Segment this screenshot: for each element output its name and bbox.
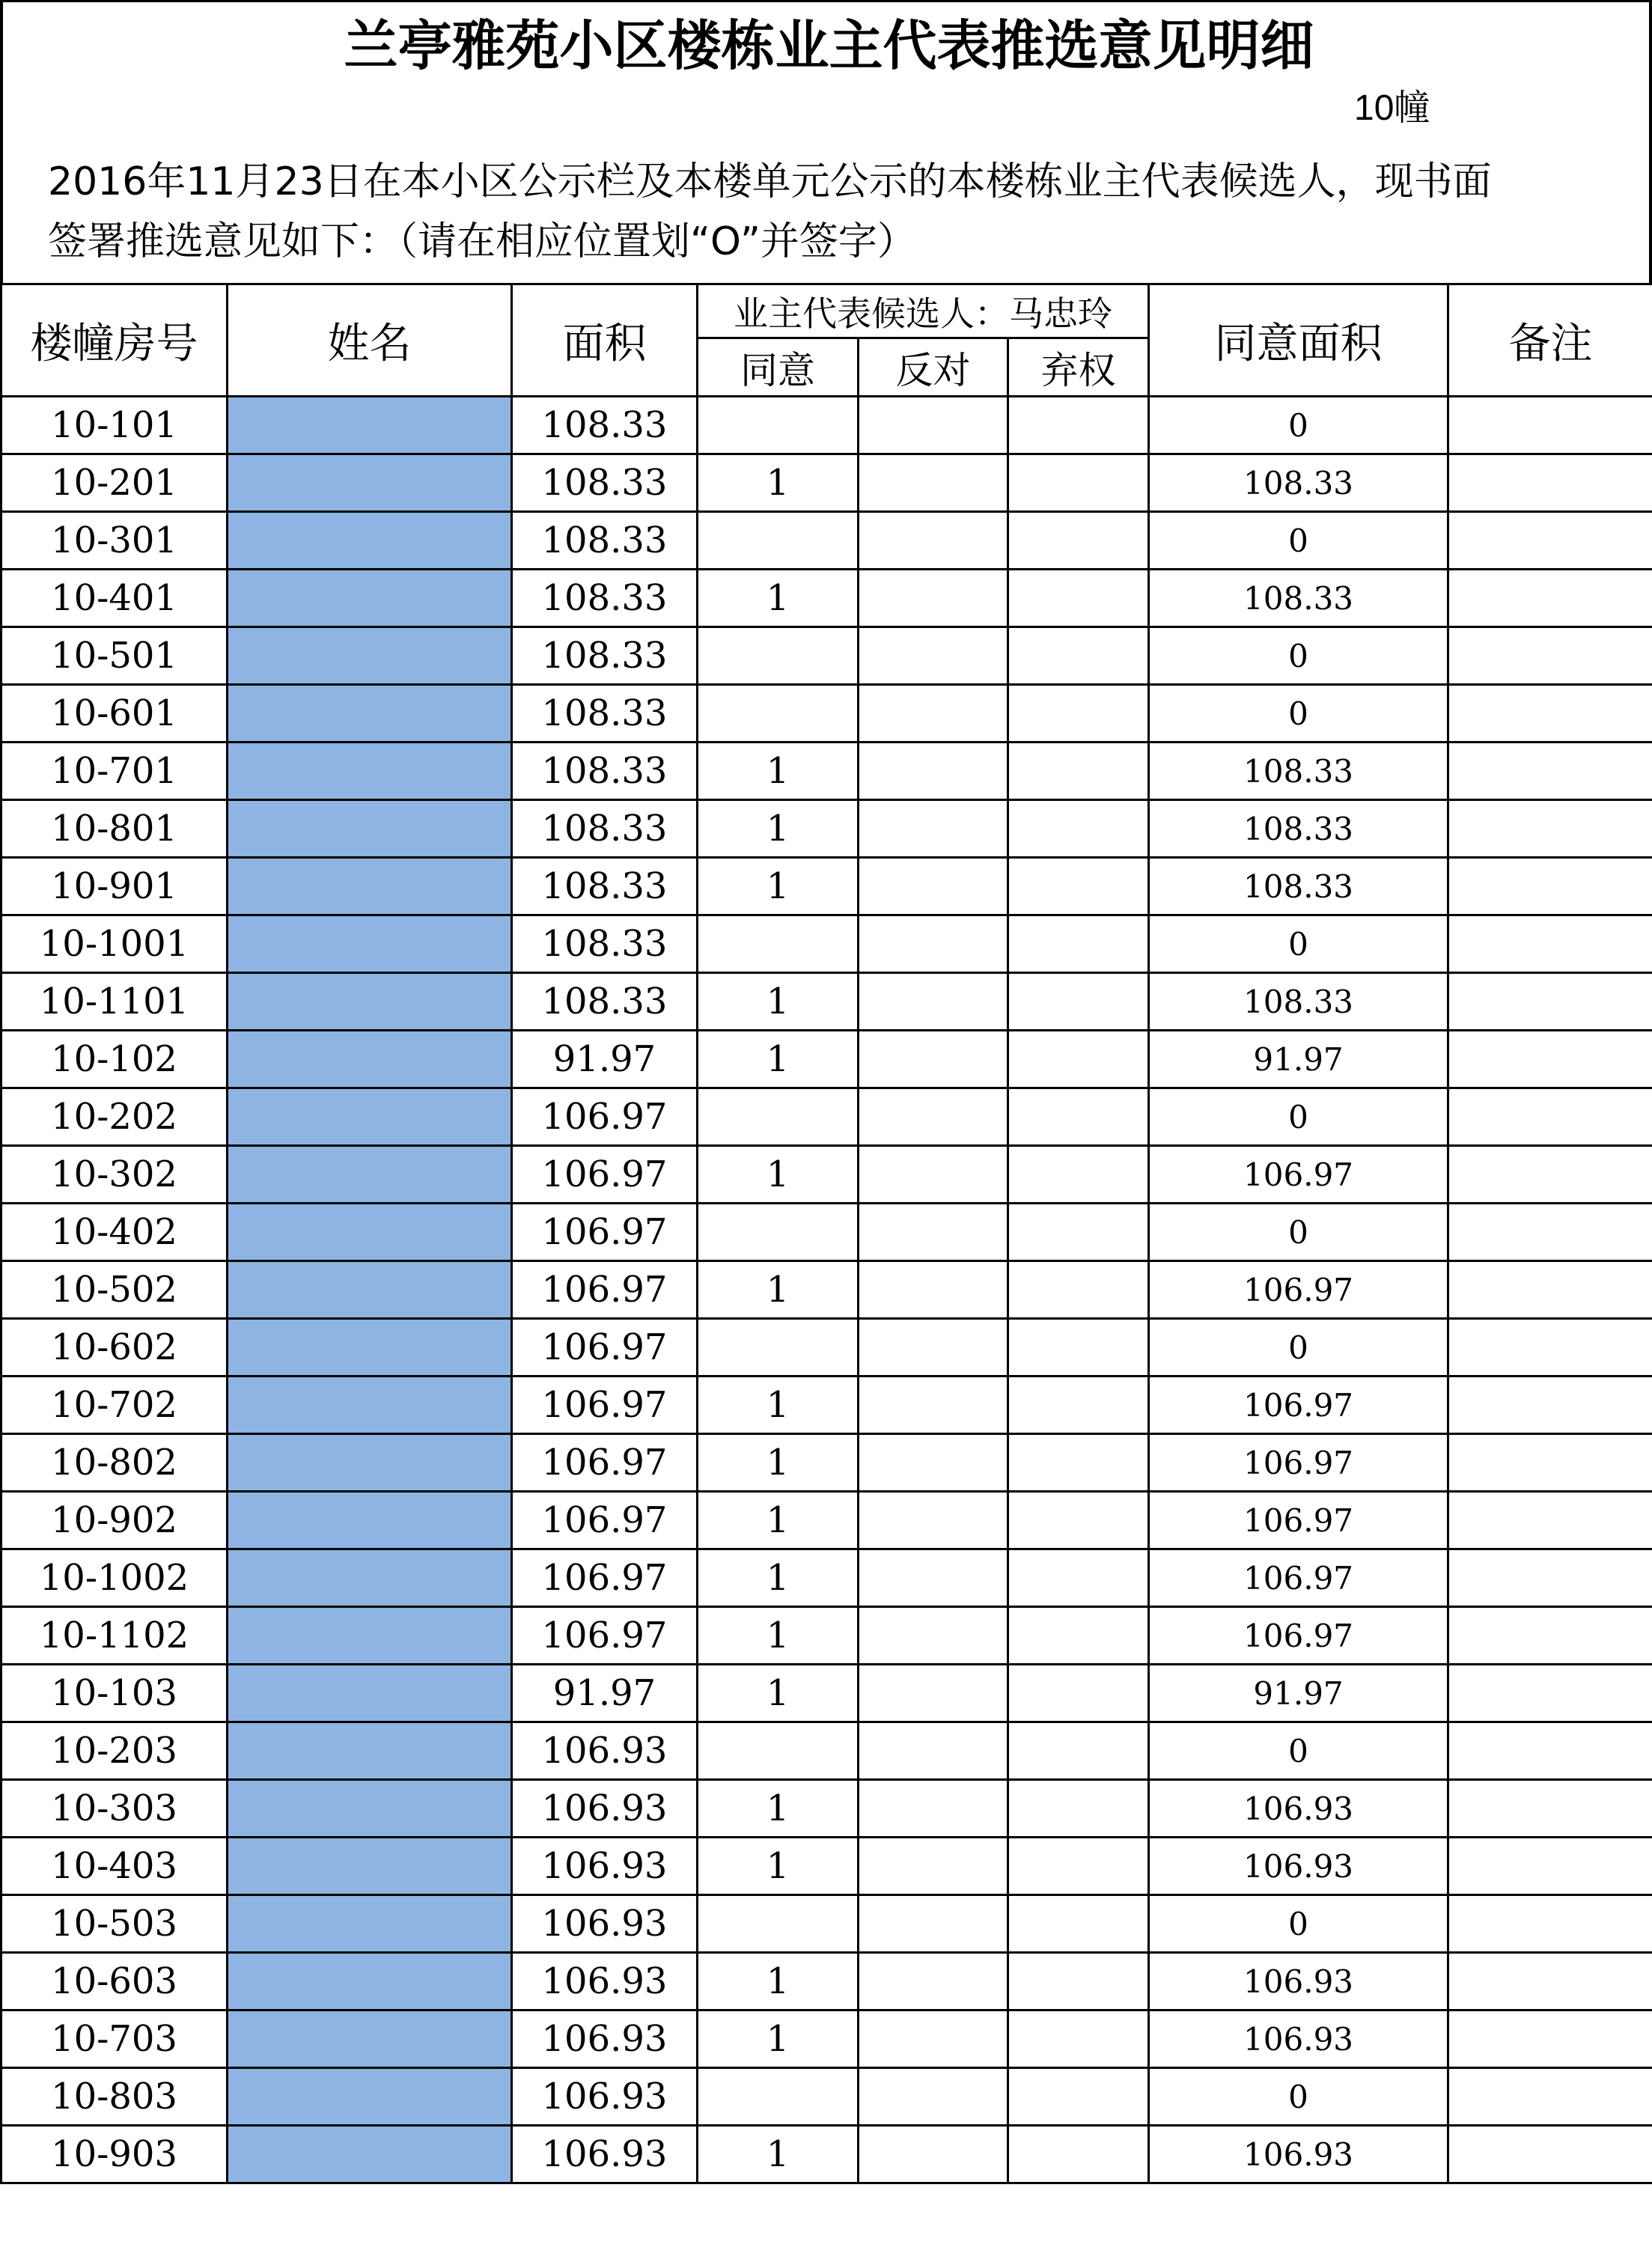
agree-cell	[698, 685, 859, 743]
name-cell	[228, 1088, 512, 1146]
name-cell	[228, 570, 512, 627]
name-cell	[228, 1492, 512, 1549]
oppose-cell	[859, 1319, 1008, 1377]
room-cell: 10-402	[1, 1204, 228, 1261]
area-cell: 106.97	[512, 1088, 698, 1146]
room-cell: 10-502	[1, 1261, 228, 1319]
name-cell	[228, 1146, 512, 1204]
agree-cell	[698, 627, 859, 685]
abstain-cell	[1008, 1780, 1149, 1838]
agree-area-cell: 0	[1149, 1895, 1448, 1953]
remark-cell	[1448, 2068, 1652, 2126]
table-row	[1, 1953, 1652, 2010]
area-cell: 106.97	[512, 1261, 698, 1319]
header-oppose: 反对	[859, 338, 1008, 397]
table-row	[1, 512, 1652, 570]
room-cell: 10-602	[1, 1319, 228, 1377]
abstain-cell	[1008, 915, 1149, 973]
agree-area-cell: 106.97	[1149, 1261, 1448, 1319]
room-cell: 10-901	[1, 858, 228, 915]
remark-cell	[1448, 858, 1652, 915]
table-row	[1, 973, 1652, 1031]
room-cell: 10-803	[1, 2068, 228, 2126]
agree-cell: 1	[698, 1549, 859, 1607]
abstain-cell	[1008, 1088, 1149, 1146]
agree-cell: 1	[698, 1780, 859, 1838]
notice-text	[48, 152, 1650, 272]
agree-area-cell: 106.97	[1149, 1434, 1448, 1492]
abstain-cell	[1008, 1722, 1149, 1780]
room-cell: 10-102	[1, 1031, 228, 1088]
agree-area-cell: 106.97	[1149, 1492, 1448, 1549]
oppose-cell	[859, 915, 1008, 973]
oppose-cell	[859, 973, 1008, 1031]
table-row	[1, 743, 1652, 800]
abstain-cell	[1008, 1031, 1149, 1088]
agree-area-cell: 106.93	[1149, 1838, 1448, 1895]
area-cell: 106.97	[512, 1377, 698, 1434]
table-row	[1, 1204, 1652, 1261]
area-cell: 108.33	[512, 397, 698, 454]
room-cell: 10-301	[1, 512, 228, 570]
oppose-cell	[859, 1434, 1008, 1492]
agree-area-cell: 106.93	[1149, 2126, 1448, 2183]
area-cell: 106.93	[512, 1722, 698, 1780]
abstain-cell	[1008, 973, 1149, 1031]
agree-area-cell: 0	[1149, 1722, 1448, 1780]
abstain-cell	[1008, 1434, 1149, 1492]
agree-area-cell: 106.93	[1149, 1953, 1448, 2010]
room-cell: 10-403	[1, 1838, 228, 1895]
remark-cell	[1448, 1780, 1652, 1838]
name-cell	[228, 2068, 512, 2126]
agree-area-cell: 108.33	[1149, 454, 1448, 512]
agree-area-cell: 0	[1149, 512, 1448, 570]
area-cell: 91.97	[512, 1031, 698, 1088]
name-cell	[228, 1895, 512, 1953]
agree-cell	[698, 1204, 859, 1261]
agree-cell	[698, 1088, 859, 1146]
header-room: 楼幢房号	[1, 284, 228, 397]
room-cell: 10-802	[1, 1434, 228, 1492]
agree-area-cell: 108.33	[1149, 743, 1448, 800]
table-row	[1, 1780, 1652, 1838]
abstain-cell	[1008, 1319, 1149, 1377]
remark-cell	[1448, 2010, 1652, 2068]
abstain-cell	[1008, 1261, 1149, 1319]
remark-cell	[1448, 397, 1652, 454]
room-cell: 10-703	[1, 2010, 228, 2068]
table-row	[1, 1549, 1652, 1607]
remark-cell	[1448, 1088, 1652, 1146]
agree-area-cell: 91.97	[1149, 1031, 1448, 1088]
room-cell: 10-701	[1, 743, 228, 800]
agree-cell: 1	[698, 973, 859, 1031]
header-agree-area: 同意面积	[1149, 284, 1448, 397]
header-remark: 备注	[1448, 284, 1652, 397]
table-row	[1, 454, 1652, 512]
oppose-cell	[859, 2010, 1008, 2068]
remark-cell	[1448, 1031, 1652, 1088]
name-cell	[228, 973, 512, 1031]
oppose-cell	[859, 1492, 1008, 1549]
page-title: 兰亭雅苑小区楼栋业主代表推选意见明细	[344, 14, 1314, 77]
abstain-cell	[1008, 1838, 1149, 1895]
abstain-cell	[1008, 512, 1149, 570]
abstain-cell	[1008, 858, 1149, 915]
agree-area-cell: 106.93	[1149, 2010, 1448, 2068]
table-row	[1, 2126, 1652, 2183]
name-cell	[228, 512, 512, 570]
table-row	[1, 685, 1652, 743]
header-name: 姓名	[228, 284, 512, 397]
room-cell: 10-303	[1, 1780, 228, 1838]
remark-cell	[1448, 2126, 1652, 2183]
agree-area-cell: 108.33	[1149, 570, 1448, 627]
abstain-cell	[1008, 397, 1149, 454]
name-cell	[228, 685, 512, 743]
area-cell: 91.97	[512, 1665, 698, 1722]
oppose-cell	[859, 512, 1008, 570]
oppose-cell	[859, 1665, 1008, 1722]
oppose-cell	[859, 1607, 1008, 1665]
oppose-cell	[859, 1780, 1008, 1838]
area-cell: 106.97	[512, 1492, 698, 1549]
name-cell	[228, 800, 512, 858]
area-cell: 106.93	[512, 2068, 698, 2126]
remark-cell	[1448, 800, 1652, 858]
remark-cell	[1448, 1434, 1652, 1492]
table-row	[1, 800, 1652, 858]
name-cell	[228, 1607, 512, 1665]
agree-area-cell: 0	[1149, 1204, 1448, 1261]
agree-cell: 1	[698, 858, 859, 915]
agree-cell	[698, 2068, 859, 2126]
agree-cell	[698, 1722, 859, 1780]
oppose-cell	[859, 1549, 1008, 1607]
remark-cell	[1448, 1492, 1652, 1549]
area-cell: 108.33	[512, 743, 698, 800]
agree-cell: 1	[698, 800, 859, 858]
name-cell	[228, 2126, 512, 2183]
room-cell: 10-903	[1, 2126, 228, 2183]
table-row	[1, 1838, 1652, 1895]
table-row	[1, 1088, 1652, 1146]
oppose-cell	[859, 570, 1008, 627]
header-agree: 同意	[698, 338, 859, 397]
room-cell: 10-401	[1, 570, 228, 627]
area-cell: 108.33	[512, 915, 698, 973]
remark-cell	[1448, 1722, 1652, 1780]
area-cell: 106.93	[512, 2010, 698, 2068]
agree-cell: 1	[698, 1434, 859, 1492]
area-cell: 108.33	[512, 973, 698, 1031]
name-cell	[228, 1722, 512, 1780]
agree-cell: 1	[698, 1492, 859, 1549]
agree-cell: 1	[698, 2010, 859, 2068]
area-cell: 108.33	[512, 627, 698, 685]
room-cell: 10-201	[1, 454, 228, 512]
agree-cell: 1	[698, 1146, 859, 1204]
room-cell: 10-801	[1, 800, 228, 858]
area-cell: 106.97	[512, 1549, 698, 1607]
name-cell	[228, 1319, 512, 1377]
area-cell: 106.97	[512, 1607, 698, 1665]
abstain-cell	[1008, 1953, 1149, 2010]
area-cell: 106.93	[512, 1838, 698, 1895]
name-cell	[228, 1204, 512, 1261]
table-row	[1, 1319, 1652, 1377]
room-cell: 10-302	[1, 1146, 228, 1204]
abstain-cell	[1008, 627, 1149, 685]
remark-cell	[1448, 1261, 1652, 1319]
remark-cell	[1448, 1319, 1652, 1377]
oppose-cell	[859, 800, 1008, 858]
agree-cell	[698, 915, 859, 973]
oppose-cell	[859, 1895, 1008, 1953]
remark-cell	[1448, 743, 1652, 800]
agree-area-cell: 0	[1149, 685, 1448, 743]
oppose-cell	[859, 685, 1008, 743]
agree-area-cell: 108.33	[1149, 800, 1448, 858]
abstain-cell	[1008, 1377, 1149, 1434]
table-row	[1, 1492, 1652, 1549]
name-cell	[228, 1377, 512, 1434]
agree-area-cell: 106.93	[1149, 1780, 1448, 1838]
oppose-cell	[859, 1146, 1008, 1204]
oppose-cell	[859, 2126, 1008, 2183]
name-cell	[228, 1665, 512, 1722]
agree-area-cell: 0	[1149, 915, 1448, 973]
room-cell: 10-1101	[1, 973, 228, 1031]
oppose-cell	[859, 858, 1008, 915]
area-cell: 108.33	[512, 570, 698, 627]
oppose-cell	[859, 1088, 1008, 1146]
table-row	[1, 397, 1652, 454]
room-cell: 10-1001	[1, 915, 228, 973]
room-cell: 10-203	[1, 1722, 228, 1780]
agree-area-cell: 108.33	[1149, 973, 1448, 1031]
area-cell: 106.93	[512, 2126, 698, 2183]
table-row	[1, 1146, 1652, 1204]
remark-cell	[1448, 1665, 1652, 1722]
oppose-cell	[859, 397, 1008, 454]
vote-table	[0, 283, 1652, 2184]
area-cell: 106.93	[512, 1780, 698, 1838]
oppose-cell	[859, 454, 1008, 512]
oppose-cell	[859, 1722, 1008, 1780]
abstain-cell	[1008, 800, 1149, 858]
header-area: 面积	[512, 284, 698, 397]
agree-cell: 1	[698, 1838, 859, 1895]
abstain-cell	[1008, 1895, 1149, 1953]
remark-cell	[1448, 1549, 1652, 1607]
agree-cell: 1	[698, 1665, 859, 1722]
name-cell	[228, 1031, 512, 1088]
agree-cell	[698, 1319, 859, 1377]
agree-area-cell: 106.97	[1149, 1607, 1448, 1665]
table-row	[1, 627, 1652, 685]
agree-area-cell: 0	[1149, 1319, 1448, 1377]
name-cell	[228, 2010, 512, 2068]
room-cell: 10-501	[1, 627, 228, 685]
agree-area-cell: 106.97	[1149, 1377, 1448, 1434]
abstain-cell	[1008, 685, 1149, 743]
area-cell: 106.97	[512, 1434, 698, 1492]
name-cell	[228, 858, 512, 915]
room-cell: 10-902	[1, 1492, 228, 1549]
agree-area-cell: 0	[1149, 397, 1448, 454]
area-cell: 106.93	[512, 1953, 698, 2010]
area-cell: 106.97	[512, 1319, 698, 1377]
oppose-cell	[859, 1204, 1008, 1261]
table-row	[1, 858, 1652, 915]
abstain-cell	[1008, 1549, 1149, 1607]
name-cell	[228, 397, 512, 454]
remark-cell	[1448, 627, 1652, 685]
area-cell: 106.93	[512, 1895, 698, 1953]
remark-cell	[1448, 1377, 1652, 1434]
agree-cell: 1	[698, 2126, 859, 2183]
header-candidate: 业主代表候选人：马忠玲	[698, 284, 1149, 338]
sheet-header	[0, 0, 1652, 283]
agree-area-cell: 108.33	[1149, 858, 1448, 915]
agree-cell: 1	[698, 1607, 859, 1665]
remark-cell	[1448, 1204, 1652, 1261]
room-cell: 10-202	[1, 1088, 228, 1146]
room-cell: 10-1102	[1, 1607, 228, 1665]
table-row	[1, 1261, 1652, 1319]
agree-cell: 1	[698, 1031, 859, 1088]
agree-area-cell: 91.97	[1149, 1665, 1448, 1722]
agree-cell	[698, 512, 859, 570]
abstain-cell	[1008, 1492, 1149, 1549]
remark-cell	[1448, 1953, 1652, 2010]
abstain-cell	[1008, 1204, 1149, 1261]
table-row	[1, 1434, 1652, 1492]
building-label: 10幢	[1354, 88, 1430, 128]
remark-cell	[1448, 1146, 1652, 1204]
area-cell: 106.97	[512, 1146, 698, 1204]
name-cell	[228, 1780, 512, 1838]
remark-cell	[1448, 570, 1652, 627]
room-cell: 10-603	[1, 1953, 228, 2010]
area-cell: 108.33	[512, 800, 698, 858]
area-cell: 108.33	[512, 685, 698, 743]
remark-cell	[1448, 973, 1652, 1031]
notice-line-2: 签署推选意见如下：（请在相应位置划“O”并签字）	[48, 219, 916, 264]
oppose-cell	[859, 1377, 1008, 1434]
area-cell: 106.97	[512, 1204, 698, 1261]
room-cell: 10-1002	[1, 1549, 228, 1607]
table-row	[1, 1722, 1652, 1780]
abstain-cell	[1008, 2126, 1149, 2183]
name-cell	[228, 627, 512, 685]
agree-cell: 1	[698, 1261, 859, 1319]
oppose-cell	[859, 1031, 1008, 1088]
abstain-cell	[1008, 570, 1149, 627]
agree-cell: 1	[698, 570, 859, 627]
table-row	[1, 2068, 1652, 2126]
oppose-cell	[859, 1838, 1008, 1895]
name-cell	[228, 743, 512, 800]
remark-cell	[1448, 915, 1652, 973]
table-row	[1, 915, 1652, 973]
abstain-cell	[1008, 1665, 1149, 1722]
table-row	[1, 570, 1652, 627]
abstain-cell	[1008, 2068, 1149, 2126]
room-cell: 10-503	[1, 1895, 228, 1953]
area-cell: 108.33	[512, 454, 698, 512]
abstain-cell	[1008, 1146, 1149, 1204]
name-cell	[228, 1953, 512, 2010]
table-row	[1, 1031, 1652, 1088]
oppose-cell	[859, 743, 1008, 800]
remark-cell	[1448, 454, 1652, 512]
table-row	[1, 1607, 1652, 1665]
agree-area-cell: 0	[1149, 2068, 1448, 2126]
header-abstain: 弃权	[1008, 338, 1149, 397]
abstain-cell	[1008, 1607, 1149, 1665]
area-cell: 108.33	[512, 858, 698, 915]
room-cell: 10-103	[1, 1665, 228, 1722]
remark-cell	[1448, 1607, 1652, 1665]
agree-cell	[698, 1895, 859, 1953]
table-row	[1, 1377, 1652, 1434]
agree-cell: 1	[698, 454, 859, 512]
agree-area-cell: 106.97	[1149, 1549, 1448, 1607]
name-cell	[228, 454, 512, 512]
name-cell	[228, 1549, 512, 1607]
remark-cell	[1448, 1895, 1652, 1953]
agree-area-cell: 0	[1149, 627, 1448, 685]
abstain-cell	[1008, 743, 1149, 800]
name-cell	[228, 915, 512, 973]
name-cell	[228, 1434, 512, 1492]
oppose-cell	[859, 627, 1008, 685]
agree-cell: 1	[698, 743, 859, 800]
room-cell: 10-702	[1, 1377, 228, 1434]
agree-area-cell: 106.97	[1149, 1146, 1448, 1204]
remark-cell	[1448, 685, 1652, 743]
oppose-cell	[859, 2068, 1008, 2126]
abstain-cell	[1008, 2010, 1149, 2068]
oppose-cell	[859, 1261, 1008, 1319]
remark-cell	[1448, 512, 1652, 570]
room-cell: 10-101	[1, 397, 228, 454]
remark-cell	[1448, 1838, 1652, 1895]
name-cell	[228, 1261, 512, 1319]
abstain-cell	[1008, 454, 1149, 512]
table-row	[1, 2010, 1652, 2068]
name-cell	[228, 1838, 512, 1895]
agree-cell	[698, 397, 859, 454]
agree-cell: 1	[698, 1377, 859, 1434]
area-cell: 108.33	[512, 512, 698, 570]
notice-line-1: 2016年11月23日在本小区公示栏及本楼单元公示的本楼栋业主代表候选人，现书面	[48, 159, 1492, 204]
table-row	[1, 1665, 1652, 1722]
table-row	[1, 1895, 1652, 1953]
agree-cell: 1	[698, 1953, 859, 2010]
agree-area-cell: 0	[1149, 1088, 1448, 1146]
oppose-cell	[859, 1953, 1008, 2010]
room-cell: 10-601	[1, 685, 228, 743]
